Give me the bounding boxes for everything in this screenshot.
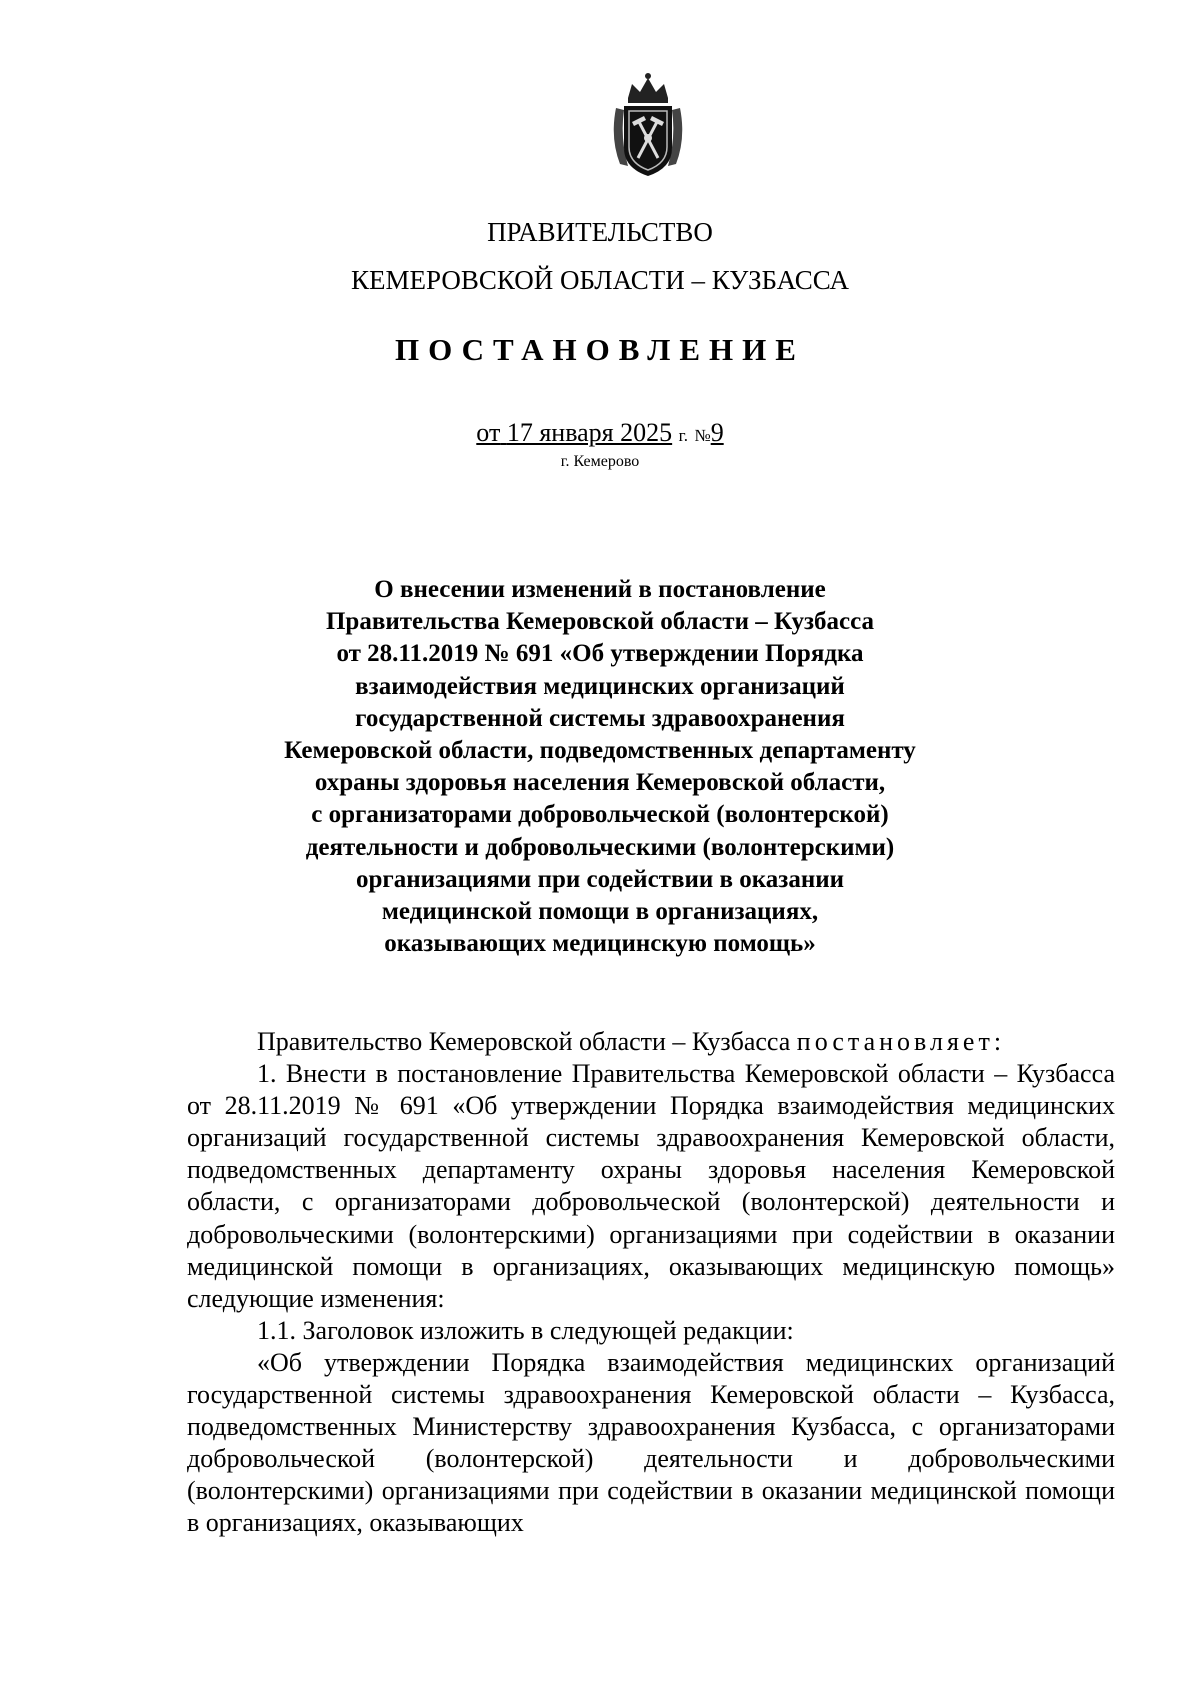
year-suffix: г. xyxy=(678,426,688,445)
date-number-line xyxy=(0,418,1200,451)
title-line: деятельности и добровольческими (волонтерскими) xyxy=(305,833,895,861)
document-number: 9 xyxy=(710,418,724,447)
number-sign: № xyxy=(694,426,711,445)
document-body xyxy=(187,1026,1115,1540)
title-line: медицинской помощи в организациях, xyxy=(381,898,819,926)
paragraph-1-1: 1.1. Заголовок изложить в следующей редакции: xyxy=(257,1315,794,1345)
title-line: от 28.11.2019 № 691 «Об утверждении Порядка xyxy=(336,640,864,668)
date-prefix: от xyxy=(476,418,501,447)
title-line: оказывающих медицинскую помощь» xyxy=(384,930,816,958)
organization-name-line2: КЕМЕРОВСКОЙ ОБЛАСТИ – КУЗБАССА xyxy=(351,265,849,295)
city: г. Кемерово xyxy=(560,453,640,470)
title-line: охраны здоровья населения Кемеровской области, xyxy=(314,769,886,797)
organization-name-line1: ПРАВИТЕЛЬСТВО xyxy=(487,217,713,247)
title-line: с организаторами добровольческой (волонтерской) xyxy=(311,801,889,829)
coat-of-arms-icon xyxy=(606,68,690,180)
preamble-text: Правительство Кемеровской области – Кузбасса xyxy=(257,1027,797,1056)
title-line: О внесении изменений в постановление xyxy=(374,576,826,603)
preamble-colon: : xyxy=(993,1027,1002,1056)
title-line: Кемеровской области, подведомственных департаменту xyxy=(284,737,916,765)
document-date: 17 января 2025 xyxy=(506,418,673,447)
preamble-verb: постановляет xyxy=(796,1027,994,1056)
title-line: организациями при содействии в оказании xyxy=(355,865,845,893)
title-line: государственной системы здравоохранения xyxy=(355,704,845,732)
document-title xyxy=(230,574,970,960)
preamble-paragraph xyxy=(187,1026,1115,1058)
title-line: взаимодействия медицинских организаций xyxy=(355,672,845,700)
paragraph-1: 1. Внести в постановление Правительства Кемеровской области – Кузбасса от 28.11.2019 № 691 «Об утверждении Порядка взаимодействия медицинских организаций государственной системы здравоохранения Кемеровской области, подведомственных департаменту охраны здоровья населения Кемеровской области, с организаторами добровольческой (волонтерской) деятельности и добровольческими (волонтерскими) организациями при содействии в оказании медицинской помощи в организациях, оказывающих медицинскую помощь» следующие изменения: xyxy=(187,1059,1115,1313)
title-line: Правительства Кемеровской области – Кузбасса xyxy=(325,608,875,636)
paragraph-quote: «Об утверждении Порядка взаимодействия медицинских организаций государственной системы здравоохранения Кемеровской области – Кузбасса, подведомственных Министерству здравоохранения Кузбасса, с организаторами добровольческой (волонтерской) деятельности и добровольческими (волонтерскими) организациями при содействии в оказании медицинской помощи в организациях, оказывающих xyxy=(187,1347,1115,1538)
document-type: ПОСТАНОВЛЕНИЕ xyxy=(395,332,805,367)
